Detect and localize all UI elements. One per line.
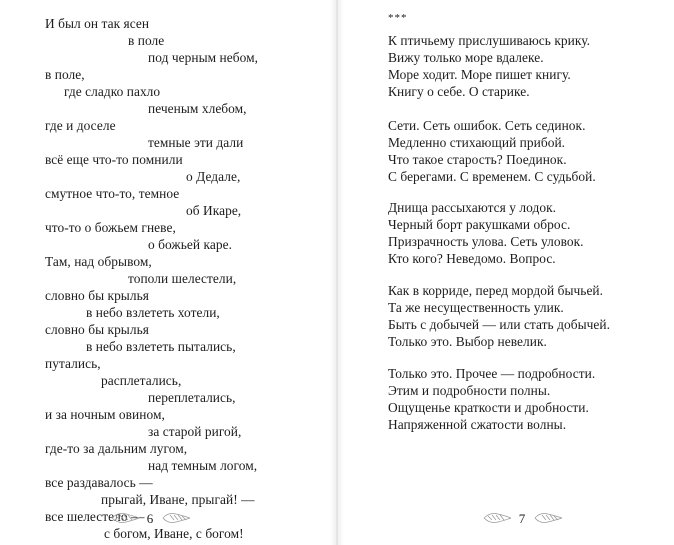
- poem-line: Море ходит. Море пишет книгу.: [388, 67, 571, 82]
- page-number-right: 7: [518, 511, 526, 526]
- poem-line: всё еще что-то помнили: [45, 152, 183, 167]
- poem-line: Вижу только море вдалеке.: [388, 50, 544, 65]
- page-footer-right: [452, 509, 592, 529]
- poem-line: Только это. Прочее — подробности.: [388, 366, 596, 381]
- poem-line: темные эти дали: [148, 135, 244, 150]
- poem-line: что-то о божьем гневе,: [45, 220, 176, 235]
- section-mark: ***: [388, 12, 408, 24]
- poem-line: С берегами. С временем. С судьбой.: [388, 169, 596, 184]
- poem-line: расплетались,: [101, 373, 182, 388]
- poem-line: Быть с добычей — или стать добычей.: [388, 317, 611, 332]
- poem-line: Та же несущественность улик.: [388, 300, 564, 315]
- poem-line: Медленно стихающий прибой.: [388, 135, 566, 150]
- poem-line: словно бы крылья: [45, 322, 149, 337]
- poem-line: Что такое старость? Поединок.: [388, 152, 567, 167]
- poem-line: переплетались,: [148, 390, 236, 405]
- poem-line: в поле: [128, 33, 165, 48]
- poem-line: в небо взлететь хотели,: [86, 305, 220, 320]
- poem-line: Напряженной сжатости волны.: [388, 417, 567, 432]
- poem-line: путались,: [45, 356, 101, 371]
- poem-line: словно бы крылья: [45, 288, 149, 303]
- poem-line: в небо взлететь пытались,: [86, 339, 236, 354]
- poem-line: с богом, Иване, с богом!: [104, 526, 244, 541]
- right-page: [337, 0, 674, 545]
- ornament-left-icon: [110, 511, 140, 525]
- poem-line: под черным небом,: [148, 50, 259, 65]
- poem-line: И был он так ясен: [45, 16, 150, 31]
- poem-line: и за ночным овином,: [45, 407, 165, 422]
- poem-line: где и доселе: [45, 118, 116, 133]
- poem-line: Только это. Выбор невелик.: [388, 334, 547, 349]
- poem-line: о Дедале,: [186, 169, 241, 184]
- poem-line: Как в корриде, перед мордой бычьей.: [388, 283, 604, 298]
- poem-line: Призрачность улова. Сеть уловок.: [388, 234, 584, 249]
- poem-line: прыгай, Иване, прыгай! —: [101, 492, 255, 507]
- poem-line: в поле,: [45, 67, 85, 82]
- page-footer-left: [80, 509, 220, 529]
- poem-line: Ощущенье краткости и дробности.: [388, 400, 589, 415]
- ornament-left-icon: [482, 511, 512, 525]
- ornament-right-icon: [162, 511, 192, 525]
- poem-line: Днища рассыхаются у лодок.: [388, 200, 557, 215]
- poem-line: печеным хлебом,: [148, 101, 247, 116]
- poem-line: Сети. Сеть ошибок. Сеть сединок.: [388, 118, 586, 133]
- poem-line: Черный борт ракушками оброс.: [388, 217, 571, 232]
- poem-line: смутное что-то, темное: [45, 186, 180, 201]
- poem-line: над темным логом,: [148, 458, 258, 473]
- poem-line: где сладко пахло: [64, 84, 161, 99]
- page-number-left: 6: [146, 511, 154, 526]
- poem-line: тополи шелестели,: [128, 271, 237, 286]
- poem-line: Книгу о себе. О старике.: [388, 84, 530, 99]
- poem-line: Этим и подробности полны.: [388, 383, 551, 398]
- poem-line: где-то за дальним лугом,: [45, 441, 188, 456]
- poem-line: за старой ригой,: [148, 424, 242, 439]
- poem-line: Кто кого? Неведомо. Вопрос.: [388, 251, 556, 266]
- left-page: [0, 0, 336, 545]
- poem-line: К птичьему прислушиваюсь крику.: [388, 33, 591, 48]
- poem-line: все шелестело —: [45, 509, 145, 524]
- poem-line: Там, над обрывом,: [45, 254, 152, 269]
- poem-line: о божьей каре.: [148, 237, 232, 252]
- ornament-right-icon: [534, 511, 564, 525]
- poem-line: об Икаре,: [186, 203, 242, 218]
- book-gutter: [330, 0, 344, 545]
- poem-line: все раздавалось —: [45, 475, 153, 490]
